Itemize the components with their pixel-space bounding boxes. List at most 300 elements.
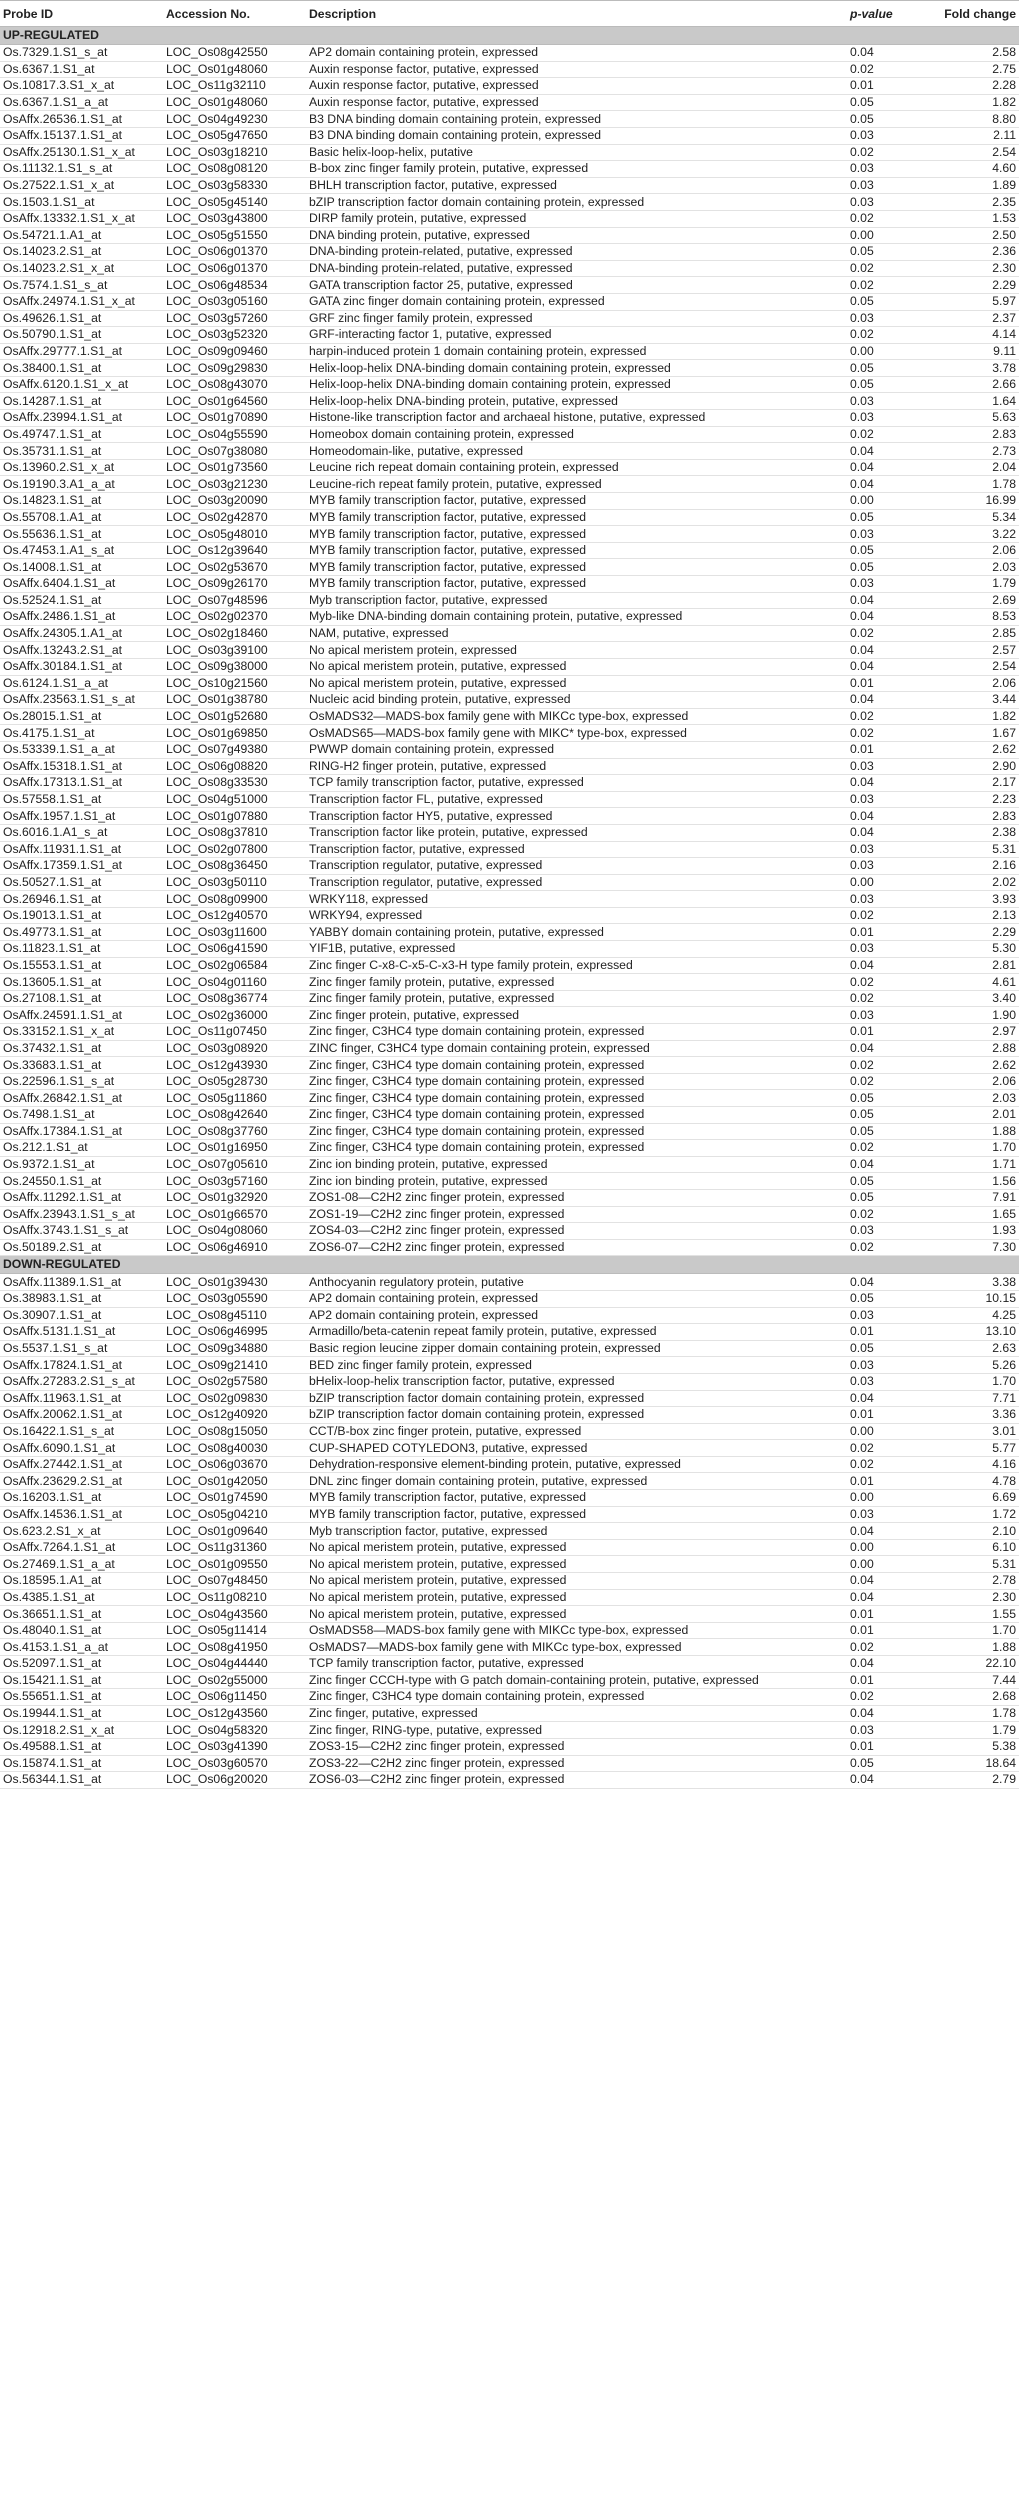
probe-id-cell: Os.50527.1.S1_at (0, 874, 163, 891)
table-row (0, 725, 1019, 742)
fold-change-cell: 3.22 (937, 526, 1019, 543)
description-cell: RING-H2 finger protein, putative, expressed (306, 758, 847, 775)
fold-change-cell: 4.60 (937, 161, 1019, 178)
p-value-cell: 0.00 (847, 1490, 937, 1507)
table-row (0, 1440, 1019, 1457)
table-row (0, 376, 1019, 393)
description-cell: Homeodomain-like, putative, expressed (306, 443, 847, 460)
fold-change-cell: 10.15 (937, 1290, 1019, 1307)
accession-cell: LOC_Os01g42050 (163, 1473, 306, 1490)
probe-id-cell: OsAffx.6120.1.S1_x_at (0, 376, 163, 393)
p-value-cell: 0.05 (847, 1107, 937, 1124)
p-value-cell: 0.01 (847, 1622, 937, 1639)
accession-cell: LOC_Os11g08210 (163, 1589, 306, 1606)
probe-id-cell: Os.49747.1.S1_at (0, 426, 163, 443)
accession-cell: LOC_Os12g43560 (163, 1705, 306, 1722)
probe-id-cell: Os.38400.1.S1_at (0, 360, 163, 377)
accession-cell: LOC_Os01g52680 (163, 708, 306, 725)
probe-id-cell: Os.48040.1.S1_at (0, 1622, 163, 1639)
fold-change-cell: 9.11 (937, 343, 1019, 360)
accession-cell: LOC_Os04g43560 (163, 1606, 306, 1623)
description-cell: Basic helix-loop-helix, putative (306, 144, 847, 161)
p-value-cell: 0.01 (847, 924, 937, 941)
fold-change-cell: 3.44 (937, 692, 1019, 709)
probe-id-cell: Os.38983.1.S1_at (0, 1290, 163, 1307)
accession-cell: LOC_Os04g49230 (163, 111, 306, 128)
fold-change-cell: 2.10 (937, 1523, 1019, 1540)
probe-id-cell: Os.212.1.S1_at (0, 1140, 163, 1157)
accession-cell: LOC_Os09g26170 (163, 576, 306, 593)
accession-cell: LOC_Os02g06584 (163, 957, 306, 974)
description-cell: Zinc finger CCCH-type with G patch domain-containing protein, putative, expressed (306, 1672, 847, 1689)
description-cell: GRF-interacting factor 1, putative, expressed (306, 327, 847, 344)
description-cell: Zinc finger C-x8-C-x5-C-x3-H type family protein, expressed (306, 957, 847, 974)
p-value-cell: 0.00 (847, 493, 937, 510)
description-cell: Homeobox domain containing protein, expressed (306, 426, 847, 443)
description-cell: AP2 domain containing protein, expressed (306, 1290, 847, 1307)
fold-change-cell: 1.88 (937, 1639, 1019, 1656)
fold-change-cell: 6.10 (937, 1539, 1019, 1556)
accession-cell: LOC_Os05g45140 (163, 194, 306, 211)
description-cell: AP2 domain containing protein, expressed (306, 45, 847, 62)
fold-change-cell: 2.38 (937, 824, 1019, 841)
fold-change-cell: 2.58 (937, 45, 1019, 62)
probe-id-cell: OsAffx.23563.1.S1_s_at (0, 692, 163, 709)
accession-cell: LOC_Os01g32920 (163, 1189, 306, 1206)
accession-cell: LOC_Os08g45110 (163, 1307, 306, 1324)
p-value-cell: 0.03 (847, 1223, 937, 1240)
probe-id-cell: Os.4153.1.S1_a_at (0, 1639, 163, 1656)
accession-cell: LOC_Os08g15050 (163, 1423, 306, 1440)
fold-change-cell: 2.83 (937, 808, 1019, 825)
accession-cell: LOC_Os03g52320 (163, 327, 306, 344)
fold-change-cell: 1.82 (937, 708, 1019, 725)
fold-change-cell: 1.70 (937, 1373, 1019, 1390)
accession-cell: LOC_Os03g20090 (163, 493, 306, 510)
fold-change-cell: 1.82 (937, 94, 1019, 111)
fold-change-cell: 2.69 (937, 592, 1019, 609)
p-value-cell: 0.04 (847, 1772, 937, 1789)
description-cell: OsMADS32—MADS-box family gene with MIKCc type-box, expressed (306, 708, 847, 725)
fold-change-cell: 3.40 (937, 990, 1019, 1007)
probe-id-cell: OsAffx.29777.1.S1_at (0, 343, 163, 360)
p-value-cell: 0.05 (847, 1755, 937, 1772)
table-row (0, 1606, 1019, 1623)
probe-id-cell: Os.56344.1.S1_at (0, 1772, 163, 1789)
accession-cell: LOC_Os06g11450 (163, 1689, 306, 1706)
accession-cell: LOC_Os08g36450 (163, 858, 306, 875)
accession-cell: LOC_Os05g11414 (163, 1622, 306, 1639)
p-value-cell: 0.04 (847, 1523, 937, 1540)
p-value-cell: 0.04 (847, 459, 937, 476)
accession-cell: LOC_Os03g08920 (163, 1040, 306, 1057)
accession-cell: LOC_Os08g36774 (163, 990, 306, 1007)
accession-cell: LOC_Os02g36000 (163, 1007, 306, 1024)
probe-id-cell: OsAffx.14536.1.S1_at (0, 1506, 163, 1523)
p-value-cell: 0.02 (847, 1073, 937, 1090)
fold-change-cell: 2.16 (937, 858, 1019, 875)
fold-change-cell: 2.57 (937, 642, 1019, 659)
description-cell: Zinc finger, C3HC4 type domain containing protein, expressed (306, 1107, 847, 1124)
description-cell: Auxin response factor, putative, expressed (306, 61, 847, 78)
p-value-cell: 0.05 (847, 1123, 937, 1140)
description-cell: OsMADS58—MADS-box family gene with MIKCc type-box, expressed (306, 1622, 847, 1639)
accession-cell: LOC_Os03g57260 (163, 310, 306, 327)
description-cell: Anthocyanin regulatory protein, putative (306, 1274, 847, 1291)
accession-cell: LOC_Os04g58320 (163, 1722, 306, 1739)
table-row (0, 78, 1019, 95)
fold-change-cell: 3.38 (937, 1274, 1019, 1291)
p-value-cell: 0.02 (847, 327, 937, 344)
description-cell: DNA-binding protein-related, putative, expressed (306, 260, 847, 277)
accession-cell: LOC_Os05g48010 (163, 526, 306, 543)
description-cell: Zinc finger, C3HC4 type domain containing protein, expressed (306, 1140, 847, 1157)
table-row (0, 708, 1019, 725)
description-cell: Transcription factor HY5, putative, expressed (306, 808, 847, 825)
accession-cell: LOC_Os02g09830 (163, 1390, 306, 1407)
table-row (0, 1689, 1019, 1706)
table-row (0, 625, 1019, 642)
accession-cell: LOC_Os01g09550 (163, 1556, 306, 1573)
table-row (0, 1040, 1019, 1057)
fold-change-cell: 2.03 (937, 559, 1019, 576)
probe-id-cell: Os.6016.1.A1_s_at (0, 824, 163, 841)
accession-cell: LOC_Os12g43930 (163, 1057, 306, 1074)
table-row (0, 957, 1019, 974)
fold-change-cell: 1.56 (937, 1173, 1019, 1190)
description-cell: Histone-like transcription factor and archaeal histone, putative, expressed (306, 410, 847, 427)
fold-change-cell: 2.85 (937, 625, 1019, 642)
p-value-cell: 0.00 (847, 343, 937, 360)
table-row (0, 343, 1019, 360)
probe-id-cell: OsAffx.6090.1.S1_at (0, 1440, 163, 1457)
probe-id-cell: OsAffx.27283.2.S1_s_at (0, 1373, 163, 1390)
fold-change-cell: 5.30 (937, 941, 1019, 958)
p-value-cell: 0.04 (847, 1573, 937, 1590)
probe-id-cell: OsAffx.27442.1.S1_at (0, 1456, 163, 1473)
probe-id-cell: Os.15421.1.S1_at (0, 1672, 163, 1689)
accession-cell: LOC_Os01g16950 (163, 1140, 306, 1157)
p-value-cell: 0.05 (847, 360, 937, 377)
description-cell: BHLH transcription factor, putative, expressed (306, 177, 847, 194)
probe-id-cell: Os.49626.1.S1_at (0, 310, 163, 327)
accession-cell: LOC_Os04g51000 (163, 791, 306, 808)
probe-id-cell: Os.16203.1.S1_at (0, 1490, 163, 1507)
table-row (0, 327, 1019, 344)
p-value-cell: 0.03 (847, 1307, 937, 1324)
probe-id-cell: Os.9372.1.S1_at (0, 1156, 163, 1173)
table-row (0, 526, 1019, 543)
table-row (0, 874, 1019, 891)
p-value-cell: 0.03 (847, 1373, 937, 1390)
probe-id-cell: Os.28015.1.S1_at (0, 708, 163, 725)
p-value-cell: 0.04 (847, 808, 937, 825)
probe-id-cell: Os.30907.1.S1_at (0, 1307, 163, 1324)
accession-cell: LOC_Os06g20020 (163, 1772, 306, 1789)
description-cell: No apical meristem protein, putative, expressed (306, 1556, 847, 1573)
probe-id-cell: OsAffx.24305.1.A1_at (0, 625, 163, 642)
table-row (0, 459, 1019, 476)
accession-cell: LOC_Os08g08120 (163, 161, 306, 178)
table-row (0, 111, 1019, 128)
p-value-cell: 0.03 (847, 161, 937, 178)
description-cell: ZOS4-03—C2H2 zinc finger protein, expressed (306, 1223, 847, 1240)
p-value-cell: 0.03 (847, 127, 937, 144)
description-cell: ZOS6-07—C2H2 zinc finger protein, expressed (306, 1239, 847, 1256)
probe-id-cell: Os.6367.1.S1_a_at (0, 94, 163, 111)
p-value-cell: 0.02 (847, 708, 937, 725)
fold-change-cell: 3.01 (937, 1423, 1019, 1440)
accession-cell: LOC_Os05g28730 (163, 1073, 306, 1090)
description-cell: Dehydration-responsive element-binding protein, putative, expressed (306, 1456, 847, 1473)
accession-cell: LOC_Os04g01160 (163, 974, 306, 991)
table-row (0, 393, 1019, 410)
table-row (0, 493, 1019, 510)
description-cell: ZOS1-08—C2H2 zinc finger protein, expressed (306, 1189, 847, 1206)
table-row (0, 1373, 1019, 1390)
p-value-cell: 0.03 (847, 177, 937, 194)
description-cell: bZIP transcription factor domain containing protein, expressed (306, 1407, 847, 1424)
accession-cell: LOC_Os02g53670 (163, 559, 306, 576)
p-value-cell: 0.05 (847, 559, 937, 576)
probe-id-cell: Os.54721.1.A1_at (0, 227, 163, 244)
fold-change-cell: 2.36 (937, 244, 1019, 261)
probe-id-cell: Os.4385.1.S1_at (0, 1589, 163, 1606)
accession-cell: LOC_Os05g04210 (163, 1506, 306, 1523)
fold-change-cell: 1.79 (937, 1722, 1019, 1739)
fold-change-cell: 1.78 (937, 476, 1019, 493)
description-cell: GATA zinc finger domain containing protein, expressed (306, 293, 847, 310)
probe-id-cell: Os.52524.1.S1_at (0, 592, 163, 609)
p-value-cell: 0.01 (847, 1324, 937, 1341)
table-row (0, 1206, 1019, 1223)
p-value-cell: 0.01 (847, 741, 937, 758)
probe-id-cell: Os.50790.1.S1_at (0, 327, 163, 344)
p-value-cell: 0.05 (847, 293, 937, 310)
table-row (0, 1340, 1019, 1357)
p-value-cell: 0.04 (847, 1040, 937, 1057)
probe-id-cell: Os.14008.1.S1_at (0, 559, 163, 576)
accession-cell: LOC_Os05g47650 (163, 127, 306, 144)
table-row (0, 1539, 1019, 1556)
fold-change-cell: 2.06 (937, 675, 1019, 692)
fold-change-cell: 2.17 (937, 775, 1019, 792)
p-value-cell: 0.02 (847, 426, 937, 443)
probe-id-cell: Os.37432.1.S1_at (0, 1040, 163, 1057)
probe-id-cell: Os.13605.1.S1_at (0, 974, 163, 991)
p-value-cell: 0.02 (847, 210, 937, 227)
probe-id-cell: Os.14823.1.S1_at (0, 493, 163, 510)
description-cell: Zinc finger, C3HC4 type domain containing protein, expressed (306, 1123, 847, 1140)
p-value-cell: 0.03 (847, 576, 937, 593)
description-cell: WRKY94, expressed (306, 907, 847, 924)
p-value-cell: 0.02 (847, 144, 937, 161)
table-row (0, 94, 1019, 111)
accession-cell: LOC_Os09g34880 (163, 1340, 306, 1357)
description-cell: Myb transcription factor, putative, expressed (306, 592, 847, 609)
fold-change-cell: 1.55 (937, 1606, 1019, 1623)
description-cell: YABBY domain containing protein, putative, expressed (306, 924, 847, 941)
accession-cell: LOC_Os12g40570 (163, 907, 306, 924)
p-value-cell: 0.04 (847, 592, 937, 609)
p-value-cell: 0.03 (847, 1007, 937, 1024)
header-probe-id: Probe ID (0, 1, 163, 27)
p-value-cell: 0.02 (847, 725, 937, 742)
p-value-cell: 0.02 (847, 974, 937, 991)
probe-id-cell: Os.5537.1.S1_s_at (0, 1340, 163, 1357)
fold-change-cell: 1.90 (937, 1007, 1019, 1024)
accession-cell: LOC_Os02g02370 (163, 609, 306, 626)
description-cell: No apical meristem protein, putative, expressed (306, 1589, 847, 1606)
accession-cell: LOC_Os03g50110 (163, 874, 306, 891)
description-cell: Myb-like DNA-binding domain containing protein, putative, expressed (306, 609, 847, 626)
accession-cell: LOC_Os01g48060 (163, 61, 306, 78)
fold-change-cell: 2.01 (937, 1107, 1019, 1124)
description-cell: NAM, putative, expressed (306, 625, 847, 642)
probe-id-cell: OsAffx.17313.1.S1_at (0, 775, 163, 792)
p-value-cell: 0.02 (847, 61, 937, 78)
fold-change-cell: 5.26 (937, 1357, 1019, 1374)
accession-cell: LOC_Os06g41590 (163, 941, 306, 958)
fold-change-cell: 2.37 (937, 310, 1019, 327)
fold-change-cell: 4.61 (937, 974, 1019, 991)
table-row (0, 1307, 1019, 1324)
probe-id-cell: OsAffx.7264.1.S1_at (0, 1539, 163, 1556)
fold-change-cell: 3.93 (937, 891, 1019, 908)
probe-id-cell: Os.26946.1.S1_at (0, 891, 163, 908)
probe-id-cell: Os.19190.3.A1_a_at (0, 476, 163, 493)
table-row (0, 1024, 1019, 1041)
table-row (0, 824, 1019, 841)
accession-cell: LOC_Os01g66570 (163, 1206, 306, 1223)
probe-id-cell: Os.27469.1.S1_a_at (0, 1556, 163, 1573)
accession-cell: LOC_Os07g48450 (163, 1573, 306, 1590)
probe-id-cell: OsAffx.11292.1.S1_at (0, 1189, 163, 1206)
probe-id-cell: OsAffx.15318.1.S1_at (0, 758, 163, 775)
fold-change-cell: 1.72 (937, 1506, 1019, 1523)
table-row (0, 1672, 1019, 1689)
fold-change-cell: 5.34 (937, 509, 1019, 526)
description-cell: Auxin response factor, putative, expressed (306, 94, 847, 111)
p-value-cell: 0.02 (847, 625, 937, 642)
p-value-cell: 0.02 (847, 1456, 937, 1473)
description-cell: Zinc finger, C3HC4 type domain containing protein, expressed (306, 1689, 847, 1706)
table-row (0, 1490, 1019, 1507)
p-value-cell: 0.04 (847, 1589, 937, 1606)
p-value-cell: 0.04 (847, 1656, 937, 1673)
p-value-cell: 0.05 (847, 1173, 937, 1190)
p-value-cell: 0.03 (847, 310, 937, 327)
fold-change-cell: 1.64 (937, 393, 1019, 410)
probe-id-cell: Os.24550.1.S1_at (0, 1173, 163, 1190)
fold-change-cell: 1.67 (937, 725, 1019, 742)
table-row (0, 260, 1019, 277)
table-row (0, 1589, 1019, 1606)
probe-id-cell: OsAffx.2486.1.S1_at (0, 609, 163, 626)
fold-change-cell: 2.79 (937, 1772, 1019, 1789)
fold-change-cell: 2.81 (937, 957, 1019, 974)
accession-cell: LOC_Os12g40920 (163, 1407, 306, 1424)
description-cell: Helix-loop-helix DNA-binding protein, putative, expressed (306, 393, 847, 410)
accession-cell: LOC_Os04g08060 (163, 1223, 306, 1240)
table-row (0, 1573, 1019, 1590)
table-row (0, 1456, 1019, 1473)
probe-id-cell: OsAffx.13243.2.S1_at (0, 642, 163, 659)
accession-cell: LOC_Os09g38000 (163, 658, 306, 675)
p-value-cell: 0.04 (847, 443, 937, 460)
accession-cell: LOC_Os01g70890 (163, 410, 306, 427)
p-value-cell: 0.01 (847, 675, 937, 692)
fold-change-cell: 4.14 (937, 327, 1019, 344)
fold-change-cell: 2.54 (937, 658, 1019, 675)
description-cell: No apical meristem protein, putative, expressed (306, 675, 847, 692)
table-row (0, 127, 1019, 144)
fold-change-cell: 5.38 (937, 1738, 1019, 1755)
fold-change-cell: 16.99 (937, 493, 1019, 510)
fold-change-cell: 2.06 (937, 542, 1019, 559)
accession-cell: LOC_Os06g01370 (163, 260, 306, 277)
probe-id-cell: Os.11823.1.S1_at (0, 941, 163, 958)
fold-change-cell: 1.79 (937, 576, 1019, 593)
table-row (0, 791, 1019, 808)
table-row (0, 1622, 1019, 1639)
description-cell: CCT/B-box zinc finger protein, putative, expressed (306, 1423, 847, 1440)
description-cell: Helix-loop-helix DNA-binding domain containing protein, expressed (306, 376, 847, 393)
description-cell: Auxin response factor, putative, expressed (306, 78, 847, 95)
table-row (0, 360, 1019, 377)
description-cell: Zinc finger family protein, putative, expressed (306, 974, 847, 991)
p-value-cell: 0.02 (847, 907, 937, 924)
fold-change-cell: 2.62 (937, 741, 1019, 758)
fold-change-cell: 2.73 (937, 443, 1019, 460)
fold-change-cell: 2.30 (937, 260, 1019, 277)
fold-change-cell: 2.04 (937, 459, 1019, 476)
probe-id-cell: Os.53339.1.S1_a_at (0, 741, 163, 758)
fold-change-cell: 7.91 (937, 1189, 1019, 1206)
table-row (0, 675, 1019, 692)
description-cell: ZOS3-15—C2H2 zinc finger protein, expressed (306, 1738, 847, 1755)
fold-change-cell: 2.75 (937, 61, 1019, 78)
table-row (0, 244, 1019, 261)
p-value-cell: 0.02 (847, 1239, 937, 1256)
accession-cell: LOC_Os01g69850 (163, 725, 306, 742)
table-row (0, 1156, 1019, 1173)
fold-change-cell: 2.03 (937, 1090, 1019, 1107)
probe-id-cell: Os.6124.1.S1_a_at (0, 675, 163, 692)
header-accession: Accession No. (163, 1, 306, 27)
p-value-cell: 0.02 (847, 1057, 937, 1074)
table-row (0, 1639, 1019, 1656)
accession-cell: LOC_Os04g44440 (163, 1656, 306, 1673)
probe-id-cell: OsAffx.11963.1.S1_at (0, 1390, 163, 1407)
accession-cell: LOC_Os01g64560 (163, 393, 306, 410)
accession-cell: LOC_Os03g57160 (163, 1173, 306, 1190)
p-value-cell: 0.03 (847, 1506, 937, 1523)
accession-cell: LOC_Os01g74590 (163, 1490, 306, 1507)
accession-cell: LOC_Os01g09640 (163, 1523, 306, 1540)
accession-cell: LOC_Os03g11600 (163, 924, 306, 941)
table-row (0, 1223, 1019, 1240)
accession-cell: LOC_Os05g51550 (163, 227, 306, 244)
description-cell: Zinc finger, putative, expressed (306, 1705, 847, 1722)
fold-change-cell: 1.88 (937, 1123, 1019, 1140)
description-cell: Leucine-rich repeat family protein, putative, expressed (306, 476, 847, 493)
probe-id-cell: Os.6367.1.S1_at (0, 61, 163, 78)
description-cell: Basic region leucine zipper domain containing protein, expressed (306, 1340, 847, 1357)
accession-cell: LOC_Os02g55000 (163, 1672, 306, 1689)
probe-id-cell: Os.33152.1.S1_x_at (0, 1024, 163, 1041)
table-row (0, 741, 1019, 758)
